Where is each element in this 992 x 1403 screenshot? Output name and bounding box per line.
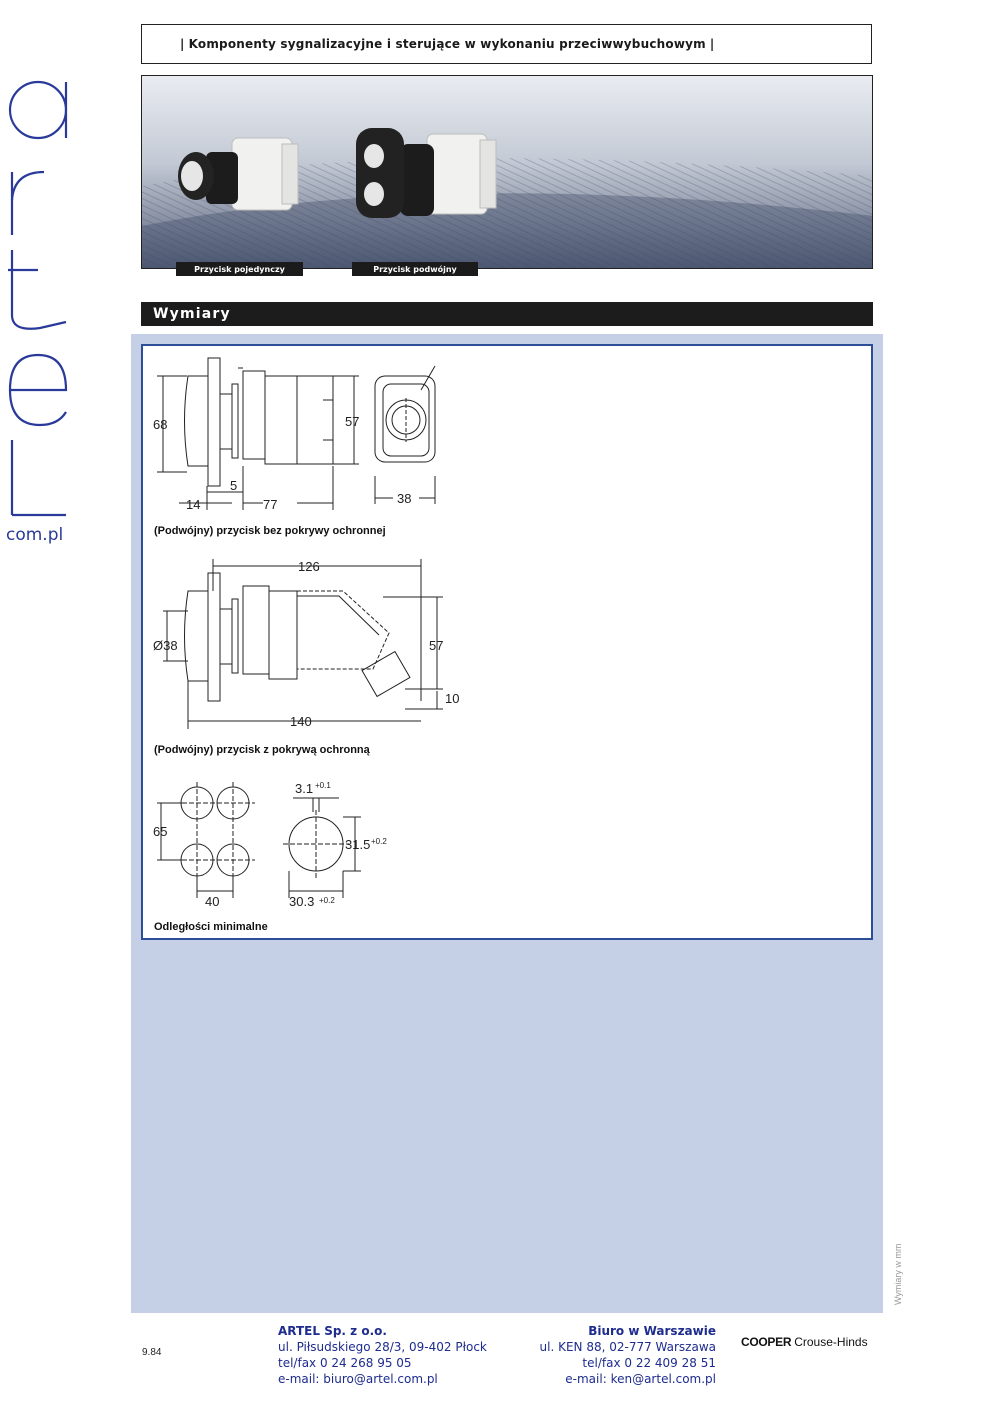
header-title: Komponenty sygnalizacyjne i sterujące w wykonaniu przeciwwybuchowym <box>188 37 706 51</box>
units-note: Wymiary w mm <box>893 1243 903 1305</box>
dim-label: 77 <box>263 497 278 512</box>
artel-logo <box>0 60 90 560</box>
dimension-drawings <box>143 346 871 938</box>
footer-right-phone: tel/fax 0 22 409 28 51 <box>582 1356 716 1370</box>
page-header <box>141 24 872 64</box>
page-number: 9.84 <box>142 1347 162 1358</box>
section-title: Wymiary <box>141 302 873 326</box>
drawing-2-side-view <box>163 559 443 729</box>
drawing-caption-3: Odległości minimalne <box>154 921 268 933</box>
drawing-3-minimal-distances <box>157 782 361 898</box>
footer-right-address: ul. KEN 88, 02-777 Warszawa <box>539 1340 716 1354</box>
dim-label: 68 <box>153 417 168 432</box>
dim-label: Ø38 <box>153 638 178 653</box>
cooper-subbrand: Crouse-Hinds <box>794 1335 868 1349</box>
dim-tolerance: +0.2 <box>371 837 387 846</box>
footer-left-email[interactable]: e-mail: biuro@artel.com.pl <box>278 1372 438 1386</box>
dim-label: 57 <box>345 414 360 429</box>
dim-label: 40 <box>205 894 220 909</box>
dim-label: 126 <box>298 559 320 574</box>
dim-tolerance: +0.2 <box>319 896 335 905</box>
header-pipe-left: | <box>180 37 185 51</box>
footer-company-branch <box>540 1323 716 1387</box>
banner-label-double: Przycisk podwójny <box>352 262 478 276</box>
drawing-caption-2: (Podwójny) przycisk z pokrywą ochronną <box>154 744 370 756</box>
cooper-logo <box>741 1335 868 1349</box>
footer-left-company: ARTEL Sp. z o.o. <box>278 1324 387 1338</box>
drawing-caption-1: (Podwójny) przycisk bez pokrywy ochronnej <box>154 525 386 537</box>
artel-logo-mark <box>0 60 90 530</box>
logo-domain: com.pl <box>6 525 64 545</box>
drawing-1-side-view <box>157 358 435 510</box>
dim-label: 65 <box>153 824 168 839</box>
dimensions-panel <box>141 344 873 940</box>
banner-image <box>142 76 873 269</box>
dim-label: 14 <box>186 497 201 512</box>
footer-left-address: ul. Piłsudskiego 28/3, 09-402 Płock <box>278 1340 487 1354</box>
dim-label: 30.3 <box>289 894 315 909</box>
footer-left-phone: tel/fax 0 24 268 95 05 <box>278 1356 412 1370</box>
footer-right-email[interactable]: e-mail: ken@artel.com.pl <box>565 1372 716 1386</box>
product-banner <box>141 75 873 269</box>
dim-label: 140 <box>290 714 312 729</box>
footer-right-company: Biuro w Warszawie <box>588 1324 716 1338</box>
dim-tolerance: +0.1 <box>315 781 331 790</box>
dim-label: 10 <box>445 691 460 706</box>
dim-label: 31.5 <box>345 837 371 852</box>
header-pipe-right: | <box>709 37 715 51</box>
dim-label: 57 <box>429 638 444 653</box>
dim-label: 3.1 <box>295 781 314 796</box>
footer-company-main <box>278 1323 487 1387</box>
dim-label: 5 <box>230 478 238 493</box>
dim-label: 38 <box>397 491 412 506</box>
banner-label-single: Przycisk pojedynczy <box>176 262 303 276</box>
cooper-brand: COOPER <box>741 1335 792 1349</box>
